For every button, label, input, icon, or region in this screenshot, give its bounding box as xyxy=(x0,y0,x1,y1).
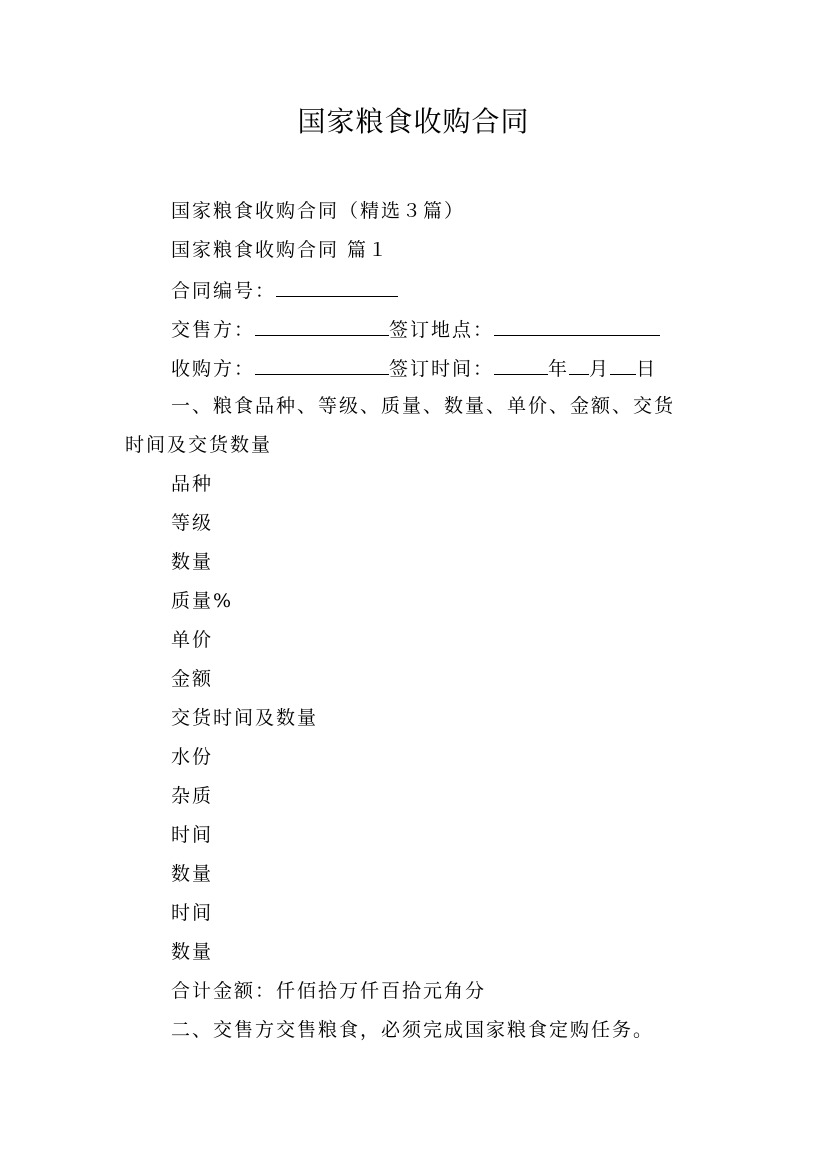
item-quality: 质量% xyxy=(171,590,234,612)
sign-place-blank xyxy=(494,315,660,336)
item-grade: 等级 xyxy=(171,512,214,534)
item-time-2: 时间 xyxy=(171,902,214,924)
total-amount-line: 合计金额：仟佰拾万仟百拾元角分 xyxy=(171,980,487,1002)
month-label: 月 xyxy=(589,358,611,380)
subtitle-line: 国家粮食收购合同（精选３篇） xyxy=(171,200,466,222)
contract-number-line xyxy=(171,276,398,304)
clause-1-line-2: 时间及交货数量 xyxy=(125,434,273,456)
sign-time-label: 签订时间： xyxy=(389,358,495,380)
item-impurity: 杂质 xyxy=(171,785,214,807)
buyer-blank xyxy=(255,354,389,375)
seller-line xyxy=(171,315,660,343)
seller-label: 交售方： xyxy=(171,319,256,341)
item-amount: 金额 xyxy=(171,668,214,690)
item-quantity-2: 数量 xyxy=(171,941,214,963)
item-quantity: 数量 xyxy=(171,551,214,573)
day-blank xyxy=(610,354,636,375)
clause-2-line: 二、交售方交售粮食，必须完成国家粮食定购任务。 xyxy=(171,1019,655,1041)
item-quantity-1: 数量 xyxy=(171,863,214,885)
item-variety: 品种 xyxy=(171,473,214,495)
buyer-label: 收购方： xyxy=(171,358,256,380)
month-blank xyxy=(569,354,589,375)
year-blank xyxy=(494,354,548,375)
year-label: 年 xyxy=(548,358,570,380)
item-moisture: 水份 xyxy=(171,746,214,768)
item-delivery-time-quantity: 交货时间及数量 xyxy=(171,707,319,729)
clause-1-line-1: 一、粮食品种、等级、质量、数量、单价、金额、交货 xyxy=(171,395,676,417)
contract-number-label: 合同编号： xyxy=(171,280,277,302)
seller-blank xyxy=(255,315,389,336)
part-heading: 国家粮食收购合同 篇１ xyxy=(171,239,390,261)
sign-place-label: 签订地点： xyxy=(389,319,495,341)
item-time-1: 时间 xyxy=(171,824,214,846)
contract-number-blank xyxy=(276,276,398,297)
buyer-line xyxy=(171,354,657,382)
document-title: 国家粮食收购合同 xyxy=(297,105,530,138)
day-label: 日 xyxy=(636,358,658,380)
item-unit-price: 单价 xyxy=(171,629,214,651)
